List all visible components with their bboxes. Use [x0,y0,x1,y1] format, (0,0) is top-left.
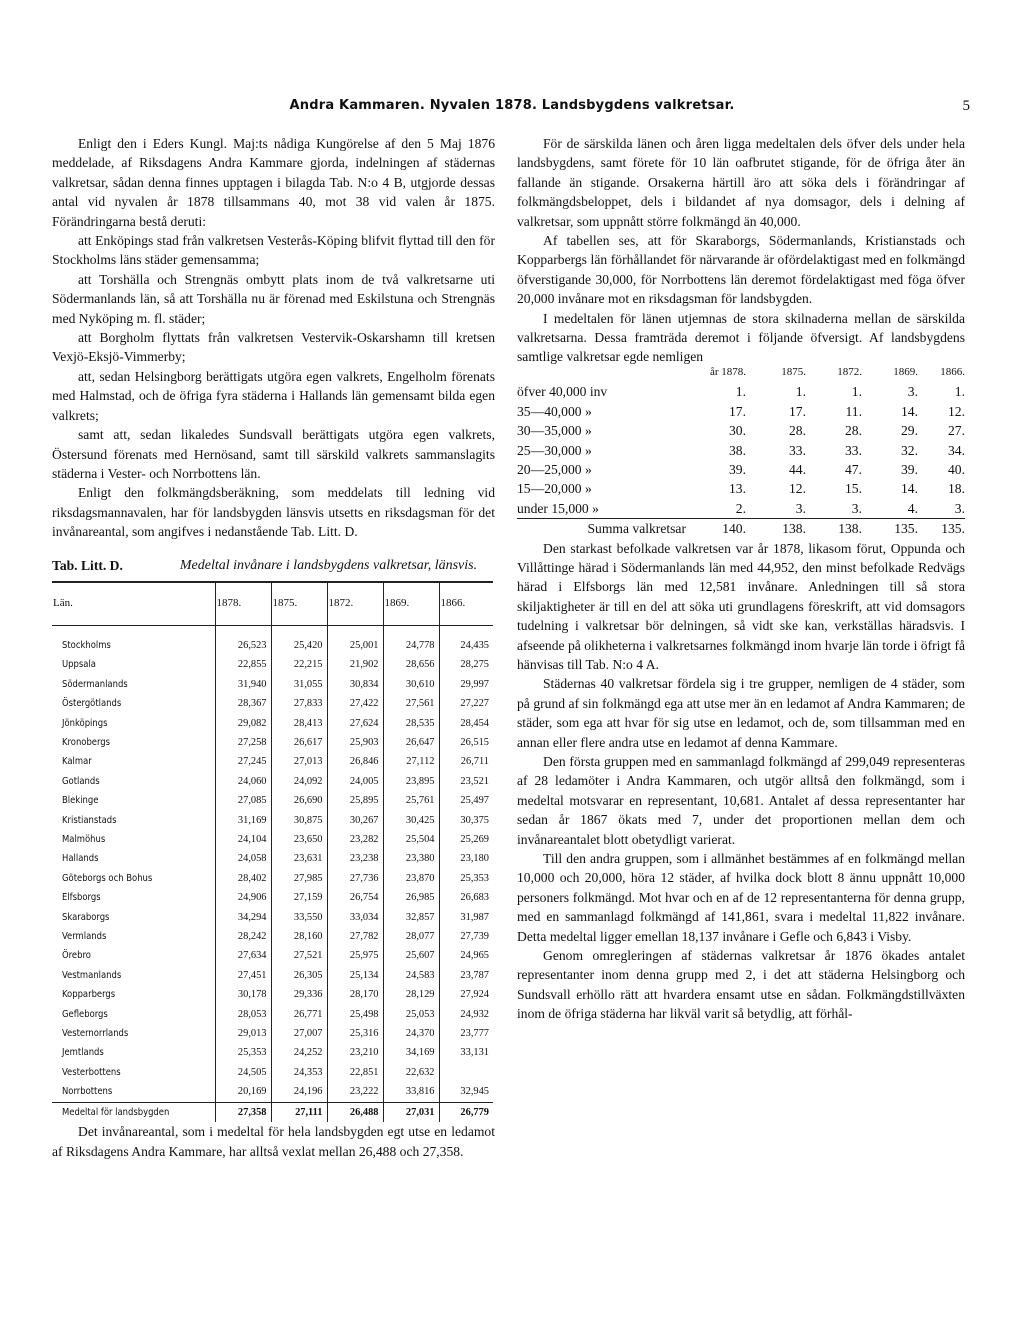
value-cell: 31,987 [439,908,493,927]
table-row [52,946,493,965]
table-caption-block [52,556,495,575]
lan-name-cell: Uppsala [62,659,96,671]
value-cell: 23,870 [383,869,439,888]
value-cell: 25,497 [439,791,493,810]
lan-name-cell: Gefleborgs [62,1008,108,1020]
lan-name-cell: Jönköpings [62,717,108,729]
value-cell: 24,932 [439,1005,493,1024]
lan-name-cell: Stockholms [62,639,111,651]
group-value-cell: 12. [948,403,965,419]
value-cell: 26,305 [271,966,327,985]
paragraph: att, sedan Helsingborg berättigats utgöra egen valkrets, Engelholm förenats med Halmstad, och de öfriga fyra städerna i Hallands län gemensamt bilda egen valkrets; [52,368,495,423]
paragraph: Till den andra gruppen, som i allmänhet bestämmes af en folkmängd mellan 10,000 och 20,000, höra 12 städer, af hvilka dock blott 8 ännu uppnått 10,000 personers folkmängd. Mot hvar och en af de 12 representanterna för denna grupp, med en sammanlagd folkmängd af 141,861, svara i medeltal 11,822 invånare. Detta medeltal ligger emellan 18,137 invånare i Gefle och 6,843 i Visby. [517,851,965,944]
group-value-cell: 33. [845,442,862,458]
value-cell: 30,875 [271,811,327,830]
table-row [52,869,493,888]
value-cell: 28,242 [215,927,271,946]
lan-name-cell: Örebro [62,950,91,962]
lan-name-cell: Hallands [62,853,99,865]
value-cell: 26,690 [271,791,327,810]
value-cell: 26,711 [439,752,493,771]
sum-value-cell: 26,779 [439,1102,493,1122]
table-label: Tab. Litt. D. [52,557,123,573]
value-cell: 30,375 [439,811,493,830]
group-row [517,499,965,519]
lan-name-cell: Kalmar [62,756,92,768]
value-cell: 31,940 [215,675,271,694]
value-cell: 33,550 [271,908,327,927]
value-cell: 25,269 [439,830,493,849]
group-value-cell: 17. [729,403,746,419]
lan-name-cell: Kronobergs [62,736,111,748]
value-cell: 25,607 [383,946,439,965]
value-cell: 27,924 [439,985,493,1004]
value-cell: 26,846 [327,752,383,771]
table-row [52,1005,493,1024]
group-total-label: Summa valkretsar [517,519,692,539]
lan-name-cell: Elfsborgs [62,892,101,904]
value-cell: 23,787 [439,966,493,985]
value-cell: 27,085 [215,791,271,810]
value-cell: 33,034 [327,908,383,927]
value-cell: 23,650 [271,830,327,849]
sum-value-cell: 27,358 [215,1102,271,1122]
value-cell: 25,134 [327,966,383,985]
group-value-cell: 29. [901,423,918,439]
value-cell: 27,112 [383,752,439,771]
group-value-cell: 14. [901,481,918,497]
value-cell: 25,975 [327,946,383,965]
group-header-cell: år 1878. [709,365,746,378]
group-value-cell: 11. [845,403,862,419]
table-row [52,772,493,791]
group-value-cell: 3. [795,500,806,516]
value-cell: 24,104 [215,830,271,849]
value-cell: 22,632 [383,1063,439,1082]
value-cell: 24,058 [215,849,271,868]
left-column [52,134,495,1161]
group-label-cell: 30—35,000 » [517,423,592,439]
value-cell: 24,060 [215,772,271,791]
group-value-cell: 38. [729,442,746,458]
value-cell: 28,454 [439,714,493,733]
group-value-cell: 3. [954,500,965,516]
paragraph: Enligt den folkmängdsberäkning, som meddelats till ledning vid riksdagsmannavalen, har för landsbygden länsvis utsetts en riksdagsman för det invånareantal, som angifves i nedanstående Tab. Litt. D. [52,485,495,540]
value-cell: 29,082 [215,714,271,733]
value-cell: 27,013 [271,752,327,771]
value-cell: 34,294 [215,908,271,927]
value-cell: 24,583 [383,966,439,985]
group-label-cell: 15—20,000 » [517,481,592,497]
value-cell: 24,906 [215,888,271,907]
table-row [52,1043,493,1062]
group-value-cell: 1. [851,384,862,400]
value-cell: 31,169 [215,811,271,830]
value-cell: 27,985 [271,869,327,888]
group-header-cell: 1866. [940,365,965,378]
value-cell: 28,053 [215,1005,271,1024]
paragraph: samt att, sedan likaledes Sundsvall berättigats utgöra egen valkrets, Östersund förenats med Hernösand, samt till särskild valkrets sammanslagits städerna i Vester- och Norrbottens län. [52,427,495,481]
lan-name-cell: Vesternorrlands [62,1028,129,1040]
table-row [52,1063,493,1082]
value-cell: 23,895 [383,772,439,791]
paragraph: För de särskilda länen och åren ligga medeltalen dels öfver dels under hela landsbygdens, samt förete för 10 län oafbrutet stigande, för de öfriga åter än fallande än stigande. Orsakerna härtill äro att söka dels i förändringar af folkmängdsbeloppet, dels i bildandet af nya domsagor, dels i delning af valkretsar, som uppnått större folkmängd än 40,000. [517,136,965,229]
value-cell: 30,178 [215,985,271,1004]
value-cell: 27,782 [327,927,383,946]
group-label-cell: 25—30,000 » [517,442,592,458]
value-cell: 26,617 [271,733,327,752]
value-cell: 28,656 [383,655,439,674]
table-row [52,1024,493,1043]
group-value-cell: 1. [735,384,746,400]
value-cell: 27,227 [439,694,493,713]
value-cell: 24,092 [271,772,327,791]
table-header-cell: 1878. [215,582,271,626]
group-total-value: 138. [806,519,862,539]
value-cell: 28,160 [271,927,327,946]
group-row [517,402,965,421]
value-cell: 24,196 [271,1082,327,1102]
group-value-cell: 30. [729,423,746,439]
group-header-cell: 1869. [893,365,918,378]
group-value-cell: 18. [948,481,965,497]
table-row [52,908,493,927]
value-cell [439,1063,493,1082]
value-cell: 32,945 [439,1082,493,1102]
value-cell: 25,420 [271,625,327,655]
group-total-row [517,519,965,539]
value-cell: 29,997 [439,675,493,694]
group-value-cell: 3. [907,384,918,400]
running-head [40,98,984,120]
table-header-cell: Län. [52,582,215,626]
table-row [52,927,493,946]
value-cell: 31,055 [271,675,327,694]
page-number: 5 [962,98,970,114]
value-cell: 21,902 [327,655,383,674]
group-table [517,363,965,539]
value-cell: 30,610 [383,675,439,694]
value-cell: 26,647 [383,733,439,752]
paragraph: Den starkast befolkade valkretsen var år 1878, likasom förut, Oppunda och Villåttinge härad i Södermanlands län med 44,952, den minst befolkade Redvägs härad i Elfsborgs län med 12,581 invånare. Anledningen till så stora skiljaktigheter är till en del att söka uti grundlagens föreskrift, att vid domsagors tudelning i valkretsar bör delningen, så vidt ske kan, verkställas häradsvis. I afseende på olikheterna i valkretsarnes folkmängd inom hvarje län torde i öfrigt få hänvisas till Tab. N:o 4 A. [517,540,965,672]
lan-table [52,581,493,1122]
value-cell: 20,169 [215,1082,271,1102]
value-cell: 26,523 [215,625,271,655]
group-value-cell: 27. [948,423,965,439]
value-cell: 27,739 [439,927,493,946]
group-value-cell: 3. [851,500,862,516]
lan-name-cell: Blekinge [62,795,99,807]
paragraph: Städernas 40 valkretsar fördela sig i tre grupper, nemligen de 4 städer, som på grund af sin folkmängd ega att utse mer än en ledamot af Andra Kammaren; de städer, som ega att hvar för sig utse en ledamot, och de, som tillsamman med en annan eller flere andra utse en ledamot af denna Kammare. [517,676,965,750]
value-cell: 26,985 [383,888,439,907]
table-row [52,811,493,830]
value-cell: 27,736 [327,869,383,888]
table-row [52,714,493,733]
group-total-value: 138. [746,519,806,539]
table-row [52,1082,493,1102]
value-cell: 27,833 [271,694,327,713]
lan-name-cell: Malmöhus [62,834,106,845]
group-row [517,382,965,401]
value-cell: 25,353 [439,869,493,888]
value-cell: 26,754 [327,888,383,907]
value-cell: 24,353 [271,1063,327,1082]
value-cell: 28,077 [383,927,439,946]
group-total-value: 140. [692,519,746,539]
value-cell: 34,169 [383,1043,439,1062]
group-value-cell: 44. [789,461,806,477]
value-cell: 25,895 [327,791,383,810]
table-sum-row [52,1102,493,1122]
sum-value-cell: 27,031 [383,1102,439,1122]
lan-name-cell: Gotlands [62,775,100,787]
value-cell: 25,353 [215,1043,271,1062]
table-row [52,888,493,907]
group-value-cell: 33. [789,442,806,458]
group-total-value: 135. [862,519,918,539]
sum-value-cell: 26,488 [327,1102,383,1122]
group-value-cell: 32. [901,442,918,458]
lan-name-cell: Kristianstads [62,814,117,826]
value-cell: 24,252 [271,1043,327,1062]
group-total-value: 135. [918,519,965,539]
value-cell: 25,001 [327,625,383,655]
lan-name-cell: Jemtlands [62,1047,104,1059]
running-title: Andra Kammaren. Nyvalen 1878. Landsbygdens valkretsar. [289,98,735,113]
group-label-cell: 35—40,000 » [517,403,592,419]
value-cell: 25,053 [383,1005,439,1024]
lan-name-cell: Södermanlands [62,678,128,690]
table-header-cell: 1866. [439,582,493,626]
table-header-row [52,582,493,626]
paragraph: I medeltalen för länen utjemnas de stora skilnaderna mellan de särskilda valkretsarna. Dessa framträda deremot i följande öfversigt. Af landsbygdens samtlige valkretsar egde nemligen [517,310,965,365]
table-row [52,733,493,752]
group-label-cell: under 15,000 » [517,500,599,516]
right-column [517,134,965,1024]
value-cell: 26,771 [271,1005,327,1024]
value-cell: 24,965 [439,946,493,965]
paragraph: att Torshälla och Strengnäs ombytt plats inom de två valkretsarne uti Södermanlands län, så att Torshälla nu är förenad med Eskilstuna och Strengnäs med Nyköping m. fl. städer; [52,271,495,326]
value-cell: 23,238 [327,849,383,868]
lan-name-cell: Göteborgs och Bohus [62,872,153,884]
value-cell: 28,535 [383,714,439,733]
table-row [52,752,493,771]
paragraph: att Enköpings stad från valkretsen Vesterås-Köping blifvit flyttad till den för Stockholms läns städer gemensamma; [52,233,495,268]
group-value-cell: 17. [789,403,806,419]
value-cell: 28,402 [215,869,271,888]
table-row [52,830,493,849]
group-row [517,441,965,460]
table-row [52,625,493,655]
value-cell: 23,521 [439,772,493,791]
value-cell: 33,816 [383,1082,439,1102]
value-cell: 30,425 [383,811,439,830]
value-cell: 23,777 [439,1024,493,1043]
group-label-cell: 20—25,000 » [517,461,592,477]
lan-name-cell: Vestmanlands [62,969,122,981]
value-cell: 29,336 [271,985,327,1004]
value-cell: 25,504 [383,830,439,849]
value-cell: 24,370 [383,1024,439,1043]
value-cell: 27,159 [271,888,327,907]
value-cell: 27,634 [215,946,271,965]
lan-name-cell: Vermlands [62,931,107,943]
value-cell: 22,855 [215,655,271,674]
sum-value-cell: 27,111 [271,1102,327,1122]
value-cell: 25,316 [327,1024,383,1043]
lan-name-cell: Skaraborgs [62,911,110,923]
value-cell: 33,131 [439,1043,493,1062]
table-row [52,985,493,1004]
value-cell: 30,267 [327,811,383,830]
table-header-cell: 1875. [271,582,327,626]
paragraph: Den första gruppen med en sammanlagd folkmängd af 299,049 representeras af 28 ledamöter i Andra Kammaren, och utgör alltså den folkmängd, som i medeltal motsvarar en representant, 10,681. Antalet af dessa representanter har sedan år 1867 ökats med 7, under det proportionen mellan dem och invånareantalet blott obetydligt varierat. [517,754,965,847]
value-cell: 28,367 [215,694,271,713]
group-value-cell: 14. [901,403,918,419]
value-cell: 23,222 [327,1082,383,1102]
group-value-cell: 28. [789,423,806,439]
table-row [52,849,493,868]
value-cell: 28,129 [383,985,439,1004]
value-cell: 25,498 [327,1005,383,1024]
table-row [52,655,493,674]
value-cell: 26,515 [439,733,493,752]
table-row [52,791,493,810]
value-cell: 23,631 [271,849,327,868]
value-cell: 27,521 [271,946,327,965]
group-header-cell: 1875. [781,365,806,378]
table-caption: Medeltal invånare i landsbygdens valkretsar, länsvis. [179,557,478,573]
group-value-cell: 34. [948,442,965,458]
value-cell: 27,624 [327,714,383,733]
lan-name-cell: Norrbottens [62,1086,113,1098]
value-cell: 24,778 [383,625,439,655]
group-row [517,479,965,498]
group-value-cell: 39. [901,461,918,477]
paragraph: Enligt den i Eders Kungl. Maj:ts nådiga Kungörelse af den 5 Maj 1876 meddelade, af Riksdagens Andra Kammare gjorda, indelningen af städernas valkretsar, sådan denna finnes upptagen i bilagda Tab. N:o 4 B, utgjorde dessas antal vid nyvalen år 1878 tillsammans 40, mot 38 vid valen år 1875. Förändringarna bestå deruti: [52,136,495,229]
value-cell: 28,413 [271,714,327,733]
value-cell: 27,007 [271,1024,327,1043]
paragraph: Det invånareantal, som i medeltal för hela landsbygden egt utse en ledamot af Riksdagens Andra Kammare, har alltså vexlat mellan 26,488 och 27,358. [52,1124,495,1159]
value-cell: 23,210 [327,1043,383,1062]
group-value-cell: 28. [845,423,862,439]
value-cell: 27,422 [327,694,383,713]
group-value-cell: 1. [954,384,965,400]
lan-name-cell: Östergötlands [62,698,122,710]
value-cell: 22,851 [327,1063,383,1082]
value-cell: 25,761 [383,791,439,810]
group-label-cell: öfver 40,000 inv [517,384,608,400]
value-cell: 23,180 [439,849,493,868]
value-cell: 25,903 [327,733,383,752]
paragraph: Af tabellen ses, att för Skaraborgs, Södermanlands, Kristianstads och Kopparbergs län förhållandet för närvarande är ofördelaktigast med en folkmängd öfverstigande 30,000, för Norrbottens län deremot fördelaktigast med föga öfver 20,000 invånare mot en riksdagsman för landsbygden. [517,233,965,307]
group-value-cell: 13. [729,481,746,497]
value-cell: 27,258 [215,733,271,752]
group-value-cell: 4. [907,500,918,516]
value-cell: 24,005 [327,772,383,791]
value-cell: 27,451 [215,966,271,985]
group-value-cell: 40. [948,461,965,477]
lan-name-cell: Vesterbottens [62,1066,121,1078]
lan-name-cell: Kopparbergs [62,989,116,1001]
value-cell: 27,245 [215,752,271,771]
group-value-cell: 39. [729,461,746,477]
table-row [52,675,493,694]
group-row [517,460,965,479]
value-cell: 22,215 [271,655,327,674]
table-row [52,694,493,713]
group-value-cell: 12. [789,481,806,497]
group-value-cell: 1. [795,384,806,400]
value-cell: 28,275 [439,655,493,674]
paragraph: Genom omregleringen af städernas valkretsar år 1876 ökades antalet representanter inom denna grupp med 2, i det att städerna Helsingborg och Sundsvall erhöllo rätt att hvardera ensamt utse en sådan. Folkmängdstillväxten inom de öfriga städerna har likväl varit så betydlig, att förhål- [517,948,965,1022]
group-value-cell: 2. [735,500,746,516]
value-cell: 23,380 [383,849,439,868]
value-cell: 24,435 [439,625,493,655]
group-value-cell: 15. [845,481,862,497]
table-row [52,966,493,985]
value-cell: 32,857 [383,908,439,927]
table-header-cell: 1869. [383,582,439,626]
paragraph: att Borgholm flyttats från valkretsen Vestervik-Oskarshamn till kretsen Vexjö-Eksjö-Vimmerby; [52,330,495,365]
value-cell: 26,683 [439,888,493,907]
sum-label-cell: Medeltal för landsbygden [52,1102,215,1122]
value-cell: 29,013 [215,1024,271,1043]
value-cell: 30,834 [327,675,383,694]
value-cell: 28,170 [327,985,383,1004]
group-row [517,421,965,440]
group-header-cell: 1872. [837,365,862,378]
value-cell: 24,505 [215,1063,271,1082]
group-value-cell: 47. [845,461,862,477]
value-cell: 27,561 [383,694,439,713]
table-header-cell: 1872. [327,582,383,626]
value-cell: 23,282 [327,830,383,849]
